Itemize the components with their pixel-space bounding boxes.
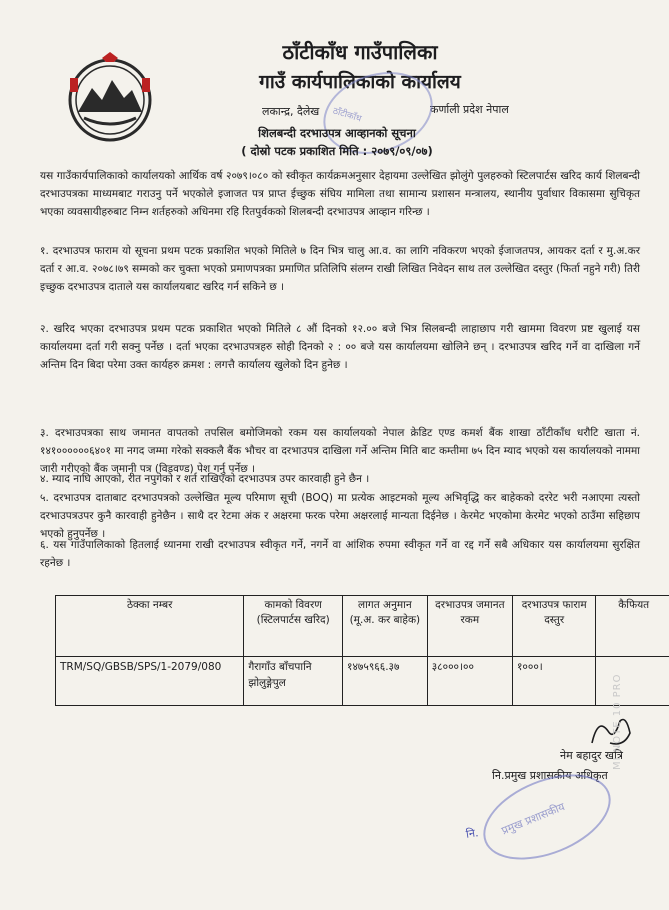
- signatory-designation: नि.प्रमुख प्रशासकीय अधिकृत: [492, 769, 608, 782]
- notice-title: शिलबन्दी दरभाउपत्र आव्हानको सूचना: [258, 126, 416, 140]
- col-remarks: कैफियत: [596, 596, 669, 657]
- clause-3: ३. दरभाउपत्रका साथ जमानत वापतको तपसिल बमोजिमको रकम यस कार्यालयको नेपाल क्रेडिट एण्ड कमर्श बैंक शाखा ठाँटीकाँध धरौटि खाता नं. १४१००००००६४०१ मा नगद जम्मा गरेको सक्कलै बैंक भौचर वा दरभाउपत्र दाखिला गर्ने अन्तिम मिति बाट कम्तीमा ७५ दिन म्याद भएको यस कार्यालयको नाममा जारी गरीएको बैंक जमानी पत्र (विडवण्ड) पेश गर्नु पर्नेछ ।: [40, 427, 640, 475]
- cell-form-fee: १०००।: [512, 657, 595, 706]
- clause-6: ६. यस गाउँपालिकाको हितलाई ध्यानमा राखी दरभाउपत्र स्वीकृत गर्ने, नगर्ने वा आंशिक रुपमा स्वीकृत गर्ने वा रद्द गर्ने सबै अधिकार यस कार्यालयमा सुरक्षित रहनेछ ।: [40, 539, 640, 569]
- table-header-row: [56, 596, 669, 657]
- cell-contract-number: TRM/SQ/GBSB/SPS/1-2079/080: [56, 657, 244, 706]
- signatory-name: नेम बहादुर खत्रि: [560, 749, 623, 762]
- stamp-prefix: नि.: [465, 826, 480, 841]
- province-name: कर्णाली प्रदेश नेपाल: [430, 103, 509, 116]
- col-bid-security: दरभाउपत्र जमानत रकम: [427, 596, 512, 657]
- stamp-text: प्रमुख प्रशासकीय: [499, 800, 567, 838]
- contract-table: [55, 595, 669, 706]
- col-contract-number: ठेक्का नम्बर: [56, 596, 244, 657]
- nepal-government-emblem-icon: [62, 52, 158, 144]
- publish-date: ( दोस्रो पटक प्रकाशित मिति : २०७९/०९/०७): [241, 144, 433, 158]
- signature-scribble: [586, 713, 636, 753]
- cell-work-description: गैरागाँउ बाँचपानि झोलुङ्गेपुल: [244, 657, 343, 706]
- col-cost-estimate: लागत अनुमान (मू.अ. कर बाहेक): [342, 596, 427, 657]
- clause-2: २. खरिद भएका दरभाउपत्र प्रथम पटक प्रकाशित भएको मितिले ८ औं दिनको १२.०० बजे भित्र सिलबन्दी लाहाछाप गरी खाममा विवरण प्रष्ट खुलाई यस कार्यालयमा दर्ता गरी सक्नु पर्नेछ । दर्ता भएका दरभाउपत्रहरु सोही दिनको २ : ०० बजे यस कार्यालयमा खोलिने छन् । दरभाउपत्र खरिद गर्ने वा दाखिला गर्ने अन्तिम दिन बिदा परेमा उक्त कार्यहरु क्रमश : लगत्तै कार्यालय खुलेको दिन हुनेछ ।: [40, 323, 640, 371]
- table-row: [56, 657, 669, 706]
- intro-paragraph: यस गाउँकार्यपालिकाको कार्यालयको आर्थिक वर्ष २०७९।०८० को स्वीकृत कार्यक्रमअनुसार देहायमा उल्लेखित झोलुंगे पुलहरुको स्टिलपार्टस खरिद कार्य शिलबन्दी दरभाउपत्रका माध्यमबाट गराउनु पर्ने भएकोले इजाजत पत्र प्राप्त ईच्छुक संघिय मामिला तथा सामान्य प्रशासन मन्त्रालय, स्थानीय पुर्वाधार विकासमा सुचिकृत भएका व्यवसायीहरुबाट निम्न शर्तहरुको अधिनमा रहि रितपुर्वकको शिलबन्दी दरभाउपत्र आव्हान गरिन्छ ।: [40, 170, 640, 218]
- office-address: लकान्द्र, दैलेख: [262, 105, 320, 118]
- cell-bid-security: ३८०००।००: [427, 657, 512, 706]
- office-seal-stamp: ठाँटीकाँध: [313, 59, 444, 168]
- cell-remarks: [596, 657, 669, 706]
- clause-1: १. दरभाउपत्र फाराम यो सूचना प्रथम पटक प्रकाशित भएको मितिले ७ दिन भित्र चालु आ.व. का लागि नविकरण भएको ईजाजतपत्र, आयकर दर्ता र मु.अ.कर दर्ता र आ.व. २०७८।७९ सम्मको कर चुक्ता भएको प्रमाणपत्रका प्रमाणित प्रतिलिपि संलग्न राखी लिखित निवेदन साथ तल उल्लेखित दस्तुर (फिर्ता नहुने गरी) तिरी इच्छुक दरभाउपत्र दाताले यस कार्यालयबाट खरिद गर्न सकिने छ ।: [40, 245, 640, 293]
- clause-4: ४. म्याद नाघि आएको, रीत नपुगेको र शर्त राखिएको दरभाउपत्र उपर कारवाही हुने छैन ।: [40, 473, 370, 485]
- municipality-name: ठाँटीकाँध गाउँपालिका: [282, 40, 438, 64]
- camera-watermark: MI NOTE 10 PRO: [612, 673, 623, 770]
- cell-cost-estimate: १४७५९६६.३७: [342, 657, 427, 706]
- col-form-fee: दरभाउपत्र फाराम दस्तुर: [512, 596, 595, 657]
- clause-5: ५. दरभाउपत्र दाताबाट दरभाउपत्रको उल्लेखित मूल्य परिमाण सूची (BOQ) मा प्रत्येक आइटमको मूल्य अभिवृद्धि कर बाहेकको दररेट भरी नआएमा त्यस्तो दरभाउपत्रउपर कुनै कारवाही हुनेछैन । साथै दर रेटमा अंक र अक्षरमा फरक परेमा अक्षरलाई मान्यता दिईनेछ । केरमेट भएकोमा केरमेट भएको ठाउँमा सहिछाप भएको हुनुपर्नेछ ।: [40, 492, 640, 540]
- office-name: गाउँ कार्यपालिकाको कार्यालय: [259, 71, 461, 93]
- col-work-description: कामको विवरण (स्टिलपार्टस खरिद): [244, 596, 343, 657]
